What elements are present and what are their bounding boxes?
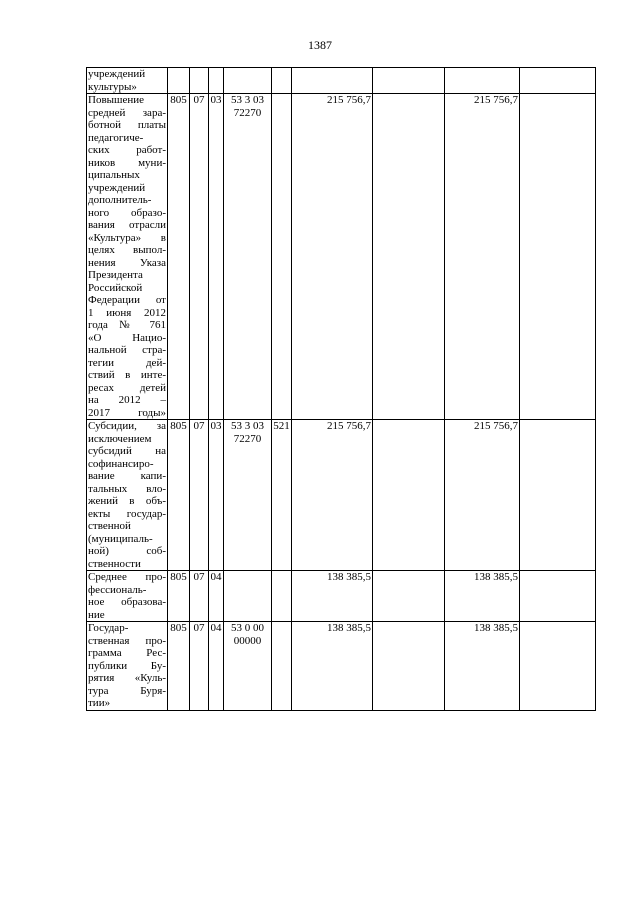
amount-cell: 138 385,5 xyxy=(292,571,373,622)
ministry-code-cell: 805 xyxy=(168,571,190,622)
table-row xyxy=(87,94,596,420)
expense-type-cell xyxy=(272,68,292,94)
amount-cell xyxy=(373,571,445,622)
amount-cell: 138 385,5 xyxy=(445,622,520,711)
ministry-code-cell: 805 xyxy=(168,622,190,711)
row-name-cell: Среднее про- фессиональ- ное образова- ние xyxy=(88,571,166,621)
amount-cell xyxy=(520,420,596,571)
target-article-cell: 53 3 03 72270 xyxy=(224,94,272,420)
amount-cell: 215 756,7 xyxy=(445,420,520,571)
amount-cell: 215 756,7 xyxy=(292,94,373,420)
amount-cell xyxy=(520,571,596,622)
table-row xyxy=(87,68,596,94)
row-name-cell: Государ- ственная про- грамма Рес- публики Бу- рятия «Куль- тура Буря- тии» xyxy=(88,622,166,709)
amount-cell xyxy=(292,68,373,94)
section-code-cell: 07 xyxy=(190,420,209,571)
subsection-code-cell: 04 xyxy=(209,571,224,622)
row-name-cell: Субсидии, за исключением субсидий на софинансиро- вание капи- тальных вло- жений в объ- екты государ- ственной (муниципаль- ной) соб- ственности xyxy=(88,420,166,570)
row-name-cell: учреждений культуры» xyxy=(87,68,168,94)
budget-table xyxy=(86,67,596,711)
amount-cell: 215 756,7 xyxy=(445,94,520,420)
row-name-cell: Повышение средней зара- ботной платы педагогиче- ских работ- ников муни- ципальных учреждений дополнитель- ного образо- вания отрасли «Культура» в целях выпол- нения Указа Президента Российской Федерации от 1 июня 2012 года № 761 «О Нацио- нальной стра- тегии дей- ствий в инте- ресах детей на 2012 – 2017 годы» xyxy=(88,94,166,419)
table-row xyxy=(87,420,596,571)
subsection-code-cell: 04 xyxy=(209,622,224,711)
expense-type-cell xyxy=(272,622,292,711)
amount-cell xyxy=(520,94,596,420)
target-article-cell xyxy=(224,68,272,94)
target-article-cell: 53 3 03 72270 xyxy=(224,420,272,571)
ministry-code-cell: 805 xyxy=(168,420,190,571)
amount-cell: 215 756,7 xyxy=(292,420,373,571)
expense-type-cell xyxy=(272,94,292,420)
subsection-code-cell xyxy=(209,68,224,94)
amount-cell xyxy=(445,68,520,94)
table-row xyxy=(87,571,596,622)
subsection-code-cell: 03 xyxy=(209,94,224,420)
amount-cell xyxy=(373,622,445,711)
ministry-code-cell xyxy=(168,68,190,94)
section-code-cell: 07 xyxy=(190,622,209,711)
subsection-code-cell: 03 xyxy=(209,420,224,571)
amount-cell: 138 385,5 xyxy=(445,571,520,622)
section-code-cell: 07 xyxy=(190,571,209,622)
section-code-cell xyxy=(190,68,209,94)
section-code-cell: 07 xyxy=(190,94,209,420)
ministry-code-cell: 805 xyxy=(168,94,190,420)
target-article-cell: 53 0 00 00000 xyxy=(224,622,272,711)
amount-cell xyxy=(373,420,445,571)
amount-cell xyxy=(373,68,445,94)
amount-cell xyxy=(520,622,596,711)
amount-cell: 138 385,5 xyxy=(292,622,373,711)
expense-type-cell: 521 xyxy=(272,420,292,571)
table-row xyxy=(87,622,596,711)
target-article-cell xyxy=(224,571,272,622)
amount-cell xyxy=(373,94,445,420)
amount-cell xyxy=(520,68,596,94)
expense-type-cell xyxy=(272,571,292,622)
page-number: 1387 xyxy=(308,38,332,52)
